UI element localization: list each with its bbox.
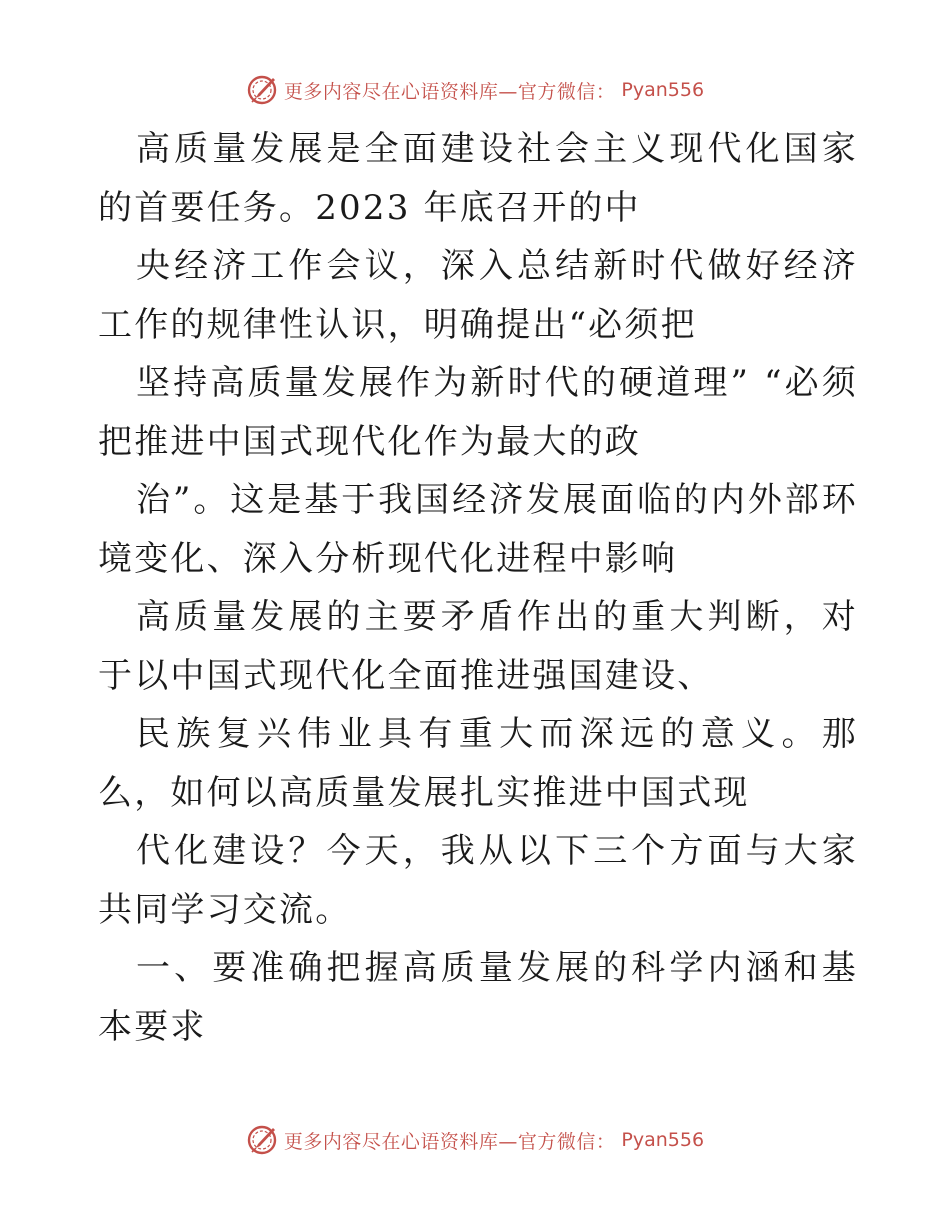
paragraph: 坚持高质量发展作为新时代的硬道理” “必须把推进中国式现代化作为最大的政 xyxy=(98,363,858,462)
footer-watermark xyxy=(0,1120,950,1160)
watermark-group xyxy=(246,1124,704,1156)
paragraph: 治”。这是基于我国经济发展面临的内外部环境变化、深入分析现代化进程中影响 xyxy=(98,480,858,579)
paragraph: 民族复兴伟业具有重大而深远的意义。那么，如何以高质量发展扎实推进中国式现 xyxy=(98,714,858,813)
watermark-text: 更多内容尽在心语资料库—官方微信： xyxy=(283,80,616,103)
watermark-group xyxy=(246,74,704,106)
paragraph: 高质量发展的主要矛盾作出的重大判断，对于以中国式现代化全面推进强国建设、 xyxy=(98,597,858,696)
header-watermark xyxy=(0,70,950,110)
watermark-contact: Pyan556 xyxy=(621,79,705,101)
paragraph: 代化建设？今天，我从以下三个方面与大家共同学习交流。 xyxy=(98,831,858,930)
paragraph: 高质量发展是全面建设社会主义现代化国家的首要任务。2023 年底召开的中 xyxy=(98,129,858,228)
section-heading: 一、要准确把握高质量发展的科学内涵和基本要求 xyxy=(98,948,858,1047)
quill-pen-logo-icon xyxy=(246,74,278,106)
watermark-text: 更多内容尽在心语资料库—官方微信： xyxy=(283,1130,616,1153)
watermark-contact: Pyan556 xyxy=(621,1129,705,1151)
body-text xyxy=(98,120,858,1056)
quill-pen-logo-icon xyxy=(246,1124,278,1156)
paragraph: 央经济工作会议，深入总结新时代做好经济工作的规律性认识，明确提出“必须把 xyxy=(98,246,858,345)
